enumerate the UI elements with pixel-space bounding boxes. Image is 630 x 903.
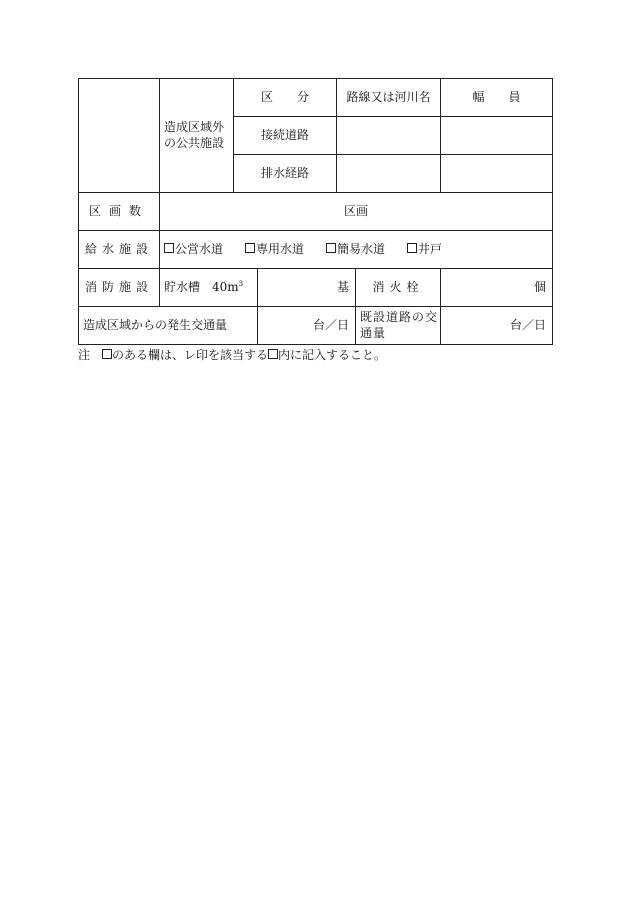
generated-traffic-field[interactable]: 台／日 — [258, 307, 356, 345]
generated-traffic-label: 造成区域からの発生交通量 — [79, 307, 258, 345]
checkbox-icon[interactable] — [245, 243, 255, 253]
note-text: のある欄は、レ印を該当する — [112, 348, 269, 362]
connecting-road-name-field[interactable] — [337, 117, 441, 155]
water-option-label: 公営水道 — [175, 241, 224, 256]
checkbox-symbol-icon — [102, 349, 112, 359]
form-page — [78, 78, 552, 364]
water-option-simple[interactable] — [326, 242, 385, 258]
drainage-route-name-field[interactable] — [337, 155, 441, 193]
checkbox-icon[interactable] — [407, 243, 417, 253]
drainage-route-label: 排水経路 — [234, 155, 337, 193]
fire-facilities-label: 消防施設 — [79, 269, 160, 307]
route-or-river-header: 路線又は河川名 — [337, 79, 441, 117]
hydrant-count-field[interactable]: 個 — [441, 269, 553, 307]
water-option-label: 簡易水道 — [337, 241, 386, 256]
blank-cell — [79, 79, 160, 193]
water-supply-options — [160, 231, 553, 269]
water-supply-label: 給水施設 — [79, 231, 160, 269]
water-option-private[interactable] — [245, 242, 304, 258]
checkbox-icon[interactable] — [164, 243, 174, 253]
water-tank-label-cell — [160, 269, 258, 307]
category-header: 区 分 — [234, 79, 337, 117]
note-text-end: 内に記入すること。 — [278, 348, 387, 362]
water-option-label: 専用水道 — [256, 241, 305, 256]
existing-traffic-label: 既設道路の交通量 — [356, 307, 441, 345]
water-option-label: 井戸 — [418, 241, 443, 256]
lots-label: 区画数 — [79, 193, 160, 231]
note-prefix: 注 — [78, 348, 103, 362]
checkbox-icon[interactable] — [326, 243, 336, 253]
water-tank-count-field[interactable]: 基 — [258, 269, 356, 307]
form-note — [78, 347, 552, 364]
traffic-row — [79, 307, 553, 345]
public-facilities-header-row — [79, 79, 553, 117]
public-facilities-label: 造成区域外の公共施設 — [160, 79, 234, 193]
water-option-well[interactable] — [407, 242, 442, 258]
water-option-public[interactable] — [164, 242, 223, 258]
water-supply-row — [79, 231, 553, 269]
lots-row — [79, 193, 553, 231]
cubic-superscript: 3 — [238, 279, 244, 288]
existing-traffic-field[interactable]: 台／日 — [441, 307, 553, 345]
development-form-table — [78, 78, 553, 345]
water-tank-label: 貯水槽 40m — [164, 279, 239, 294]
lots-field[interactable] — [160, 193, 553, 231]
checkbox-symbol-icon — [268, 349, 278, 359]
drainage-route-width-field[interactable] — [441, 155, 553, 193]
hydrant-label: 消火栓 — [356, 269, 441, 307]
connecting-road-label: 接続道路 — [234, 117, 337, 155]
width-header: 幅 員 — [441, 79, 553, 117]
lots-unit: 区画 — [344, 203, 369, 218]
connecting-road-width-field[interactable] — [441, 117, 553, 155]
fire-facilities-row — [79, 269, 553, 307]
